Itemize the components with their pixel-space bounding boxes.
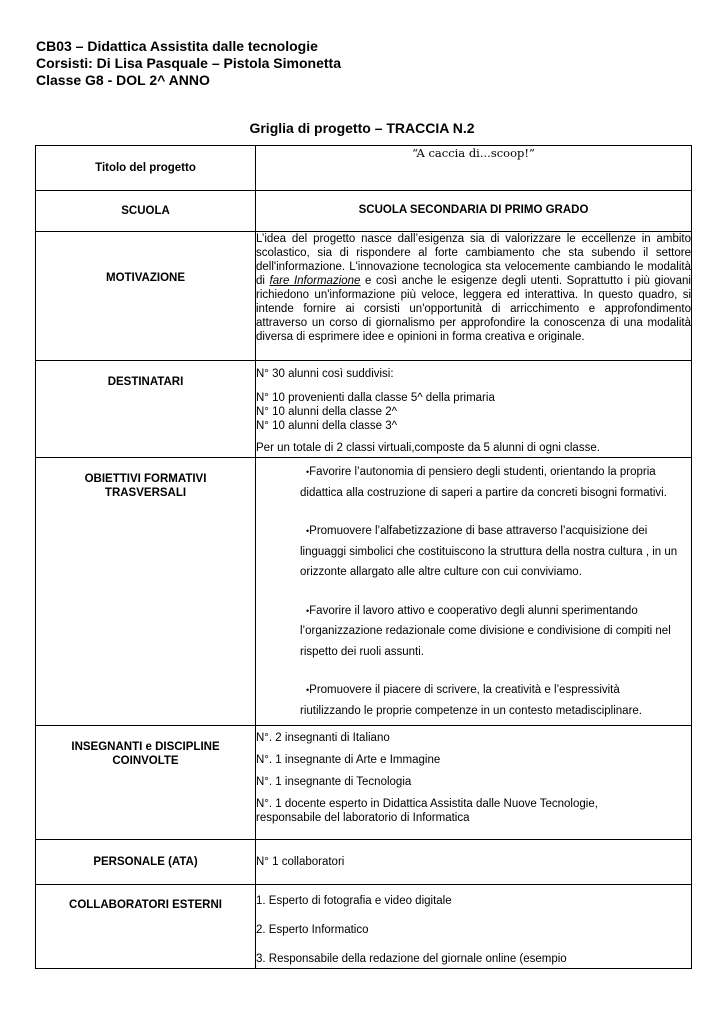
row-motivazione — [36, 232, 692, 361]
label-titolo-text: Titolo del progetto — [95, 162, 196, 174]
destinatari-line: N° 10 alunni della classe 3^ — [256, 420, 398, 432]
label-destinatari-text: DESTINATARI — [107, 376, 184, 388]
collaborator-line: 3. Responsabile della redazione del giornale online (esempio — [256, 953, 567, 965]
objective-rest: l’organizzazione redazionale come divisione e condivisione di compiti nel rispetto dei ruoli assunti. — [300, 625, 671, 658]
label-motivazione-text: MOTIVAZIONE — [105, 272, 185, 284]
teacher-line: N°. 1 insegnante di Tecnologia — [256, 776, 412, 788]
motivation-text — [256, 232, 692, 361]
school-value — [256, 191, 692, 232]
collaboratori-value — [256, 885, 692, 969]
project-grid-table — [35, 145, 692, 969]
label-insegnanti-line1: INSEGNANTI e DISCIPLINE — [71, 741, 220, 753]
grid-title: Griglia di progetto – TRACCIA N.2 — [249, 120, 475, 136]
row-personale — [36, 840, 692, 885]
course-title: CB03 – Didattica Assistita dalle tecnologie — [36, 38, 318, 54]
label-obiettivi — [36, 458, 256, 726]
teacher-line: N°. 2 insegnanti di Italiano — [256, 732, 390, 744]
row-titolo — [36, 146, 692, 191]
objective-item — [256, 521, 691, 583]
label-destinatari — [36, 361, 256, 458]
objective-item — [256, 601, 691, 663]
label-obiettivi-line1: OBIETTIVI FORMATIVI — [84, 473, 207, 485]
destinatari-line: N° 10 alunni della classe 2^ — [256, 406, 398, 418]
class-info: Classe G8 - DOL 2^ ANNO — [36, 72, 210, 88]
collaborator-line: 1. Esperto di fotografia e video digitale — [256, 895, 452, 907]
destinatari-value — [256, 361, 692, 458]
document-header — [36, 38, 341, 89]
row-collaboratori — [36, 885, 692, 969]
objective-rest: riutilizzando le proprie competenze in un contesto metadisciplinare. — [300, 704, 642, 717]
row-scuola — [36, 191, 692, 232]
destinatari-line: N° 10 provenienti dalla classe 5^ della primaria — [256, 392, 495, 404]
label-collaboratori-text: COLLABORATORI ESTERNI — [69, 899, 222, 911]
label-insegnanti-line2: COINVOLTE — [112, 755, 179, 767]
personale-value-text: N° 1 collaboratori — [256, 856, 345, 868]
label-motivazione — [36, 232, 256, 361]
label-personale — [36, 840, 256, 885]
teacher-line: N°. 1 insegnante di Arte e Immagine — [256, 754, 441, 766]
label-titolo — [36, 146, 256, 191]
label-scuola — [36, 191, 256, 232]
label-insegnanti — [36, 726, 256, 840]
row-obiettivi — [36, 458, 692, 726]
destinatari-intro: N° 30 alunni così suddivisi: — [256, 368, 394, 380]
objective-item — [256, 462, 691, 503]
label-collaboratori — [36, 885, 256, 969]
objective-first-line: • Promuovere il piacere di scrivere, la creatività e l’espressività — [306, 680, 685, 701]
label-obiettivi-line2: TRASVERSALI — [104, 487, 187, 499]
school-value-text: SCUOLA SECONDARIA DI PRIMO GRADO — [358, 204, 589, 216]
personale-value — [256, 840, 692, 885]
objective-first-line: • Promuovere l’alfabetizzazione di base attraverso l’acquisizione dei — [306, 521, 685, 542]
insegnanti-value — [256, 726, 692, 840]
label-personale-text: PERSONALE (ATA) — [93, 856, 198, 868]
obiettivi-list — [256, 458, 692, 726]
participants: Corsisti: Di Lisa Pasquale – Pistola Simonetta — [36, 55, 341, 71]
project-title: “A caccia di...scoop!” — [256, 146, 692, 191]
label-scuola-text: SCUOLA — [121, 205, 170, 217]
objective-first-line: • Favorire il lavoro attivo e cooperativo degli alunni sperimentando — [306, 601, 685, 622]
teacher-line: N°. 1 docente esperto in Didattica Assistita dalle Nuove Tecnologie, responsabile del laboratorio di Informatica — [256, 798, 598, 824]
motivation-part-1: L’idea del progetto nasce dall’esigenza sia di valorizzare le eccellenze in ambito scolastico, sia di rispondere al forte cambiamento che sta subendo il settore dell'informazione. L'innovazione tecnologica sta velocemente cambiando le modalità di — [256, 233, 691, 287]
label-obiettivi-text — [36, 458, 255, 500]
fare-informazione-link[interactable]: fare Informazione — [269, 275, 361, 287]
label-insegnanti-text — [36, 726, 255, 768]
objective-first-line: • Favorire l’autonomia di pensiero degli studenti, orientando la propria — [306, 462, 685, 483]
objective-item — [256, 680, 691, 721]
destinatari-total: Per un totale di 2 classi virtuali,composte da 5 alunni di ogni classe. — [256, 442, 600, 454]
row-insegnanti — [36, 726, 692, 840]
objective-rest: didattica alla costruzione di saperi a partire da concreti bisogni formativi. — [300, 486, 667, 499]
row-destinatari — [36, 361, 692, 458]
collaborator-line: 2. Esperto Informatico — [256, 924, 369, 936]
objective-rest: linguaggi simbolici che costituiscono la struttura della nostra cultura , in un orizzonte allargato alle altre culture con cui conviviamo. — [300, 545, 678, 578]
motivation-part-2: e così anche le esigenze degli utenti. Soprattutto i più giovani richiedono un'informazione più veloce, leggera ed interattiva. In questo quadro, si intende fornire ai corsisti un'opportunità di arricchimento e approfondimento attraverso un corso di giornalismo per approfondire la conoscenza di una modalità diversa di esprimere idee e opinioni in forma creativa e originale. — [256, 275, 691, 343]
